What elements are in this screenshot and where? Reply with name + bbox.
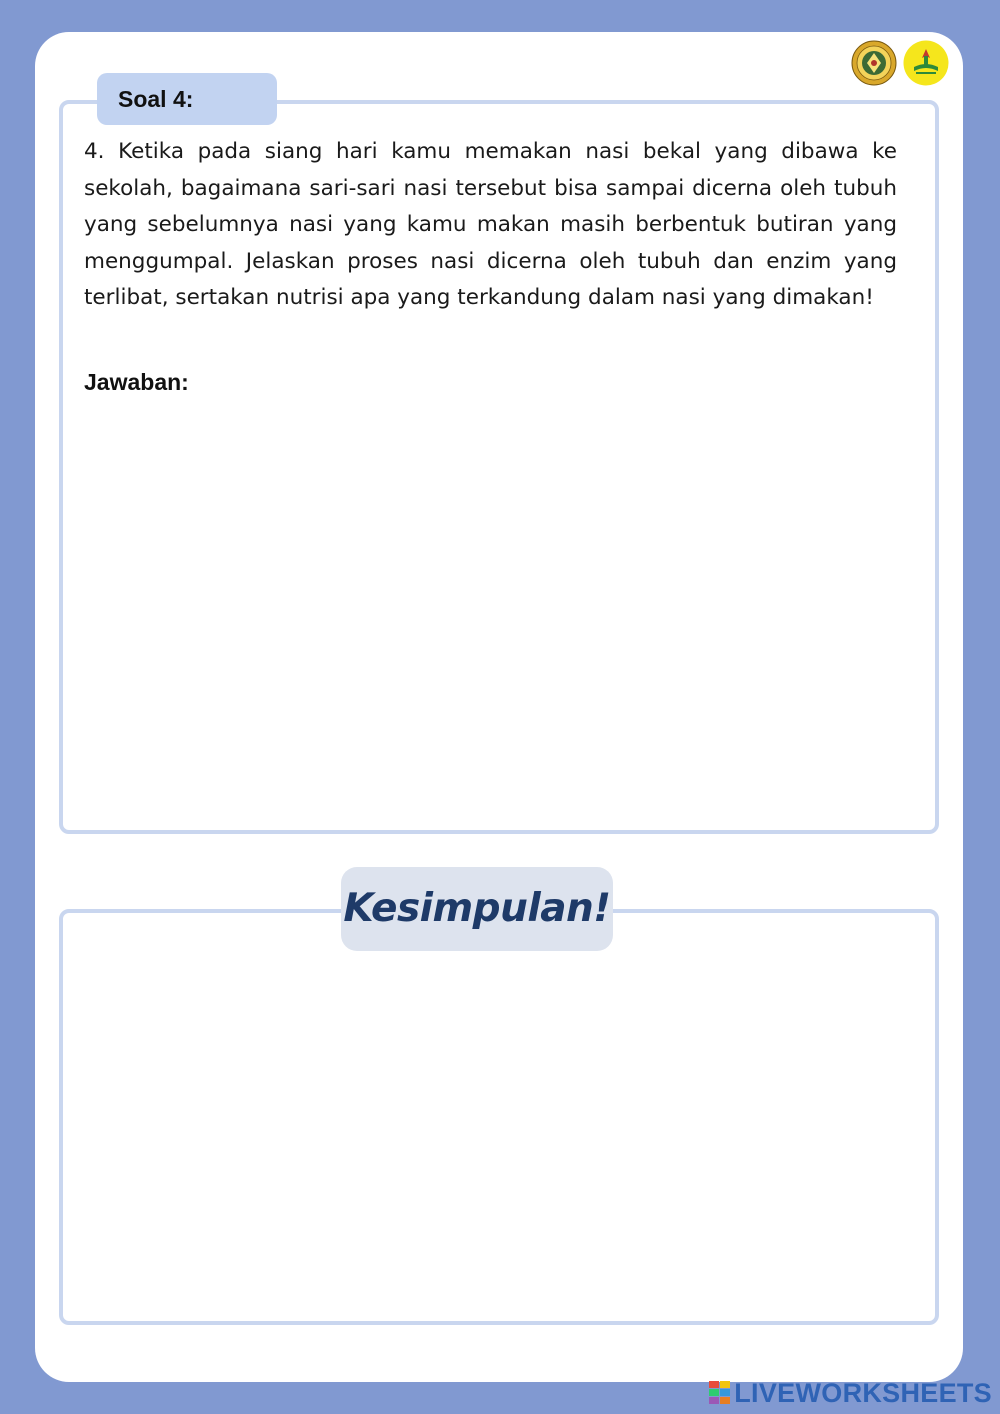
worksheet-page <box>35 32 963 1382</box>
education-emblem-icon <box>903 40 949 86</box>
watermark-text: LIVEWORKSHEETS <box>734 1377 992 1408</box>
header-logos <box>851 40 949 86</box>
university-seal-icon <box>851 40 897 86</box>
liveworksheets-watermark <box>709 1378 992 1408</box>
conclusion-box <box>59 909 939 1325</box>
liveworksheets-logo-icon <box>709 1381 731 1405</box>
answer-label: Jawaban: <box>84 369 189 395</box>
conclusion-title: Kesimpulan! <box>341 867 613 951</box>
question-text: 4. Ketika pada siang hari kamu memakan nasi bekal yang dibawa ke sekolah, bagaimana sari-sari nasi tersebut bisa sampai dicerna oleh tubuh yang sebelumnya nasi yang kamu makan masih berbentuk butiran yang menggumpal. Jelaskan proses nasi dicerna oleh tubuh dan enzim yang terlibat, sertakan nutrisi apa yang terkandung dalam nasi yang dimakan! <box>84 139 897 310</box>
question-number-label: Soal 4: <box>97 73 277 125</box>
